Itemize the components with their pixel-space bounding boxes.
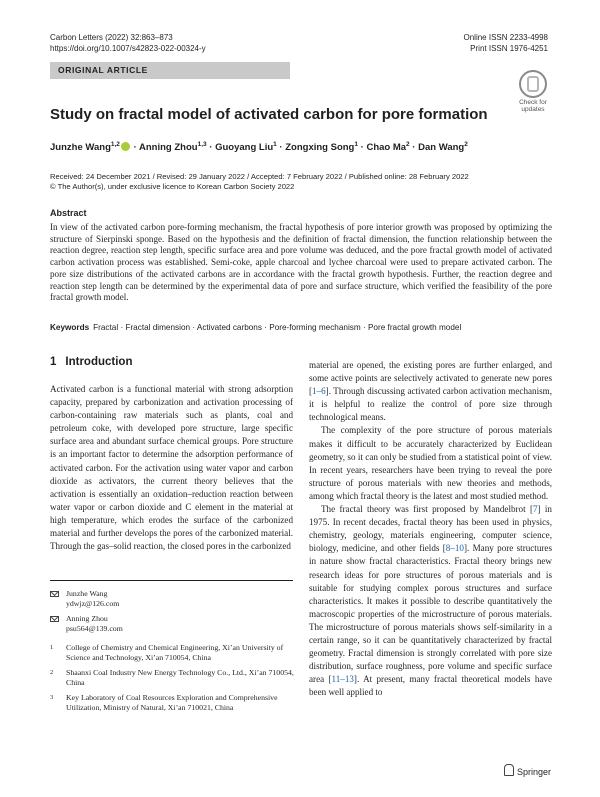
copyright-notice: © The Author(s), under exclusive licence to Korean Carbon Society 2022 bbox=[50, 182, 295, 191]
correspondent-email[interactable]: psu564@139.com bbox=[66, 623, 123, 633]
publication-dates: Received: 24 December 2021 / Revised: 29 January 2022 / Accepted: 7 February 2022 / Published online: 28 February 2022 bbox=[50, 172, 469, 181]
correspondent-name: Anning Zhou bbox=[66, 614, 108, 623]
author-affiliation: 1 bbox=[273, 141, 277, 148]
affiliation-text: College of Chemistry and Chemical Engineering, Xi’an University of Science and Technology, Xi’an 710054, China bbox=[66, 643, 284, 662]
author-affiliation: 1 bbox=[354, 141, 358, 148]
issn-online: Online ISSN 2233-4998 bbox=[463, 33, 548, 42]
citation-link[interactable]: 11–13 bbox=[331, 674, 354, 685]
abstract-text: In view of the activated carbon pore-forming mechanism, the fractal hypothesis of pore interior growth was proposed by optimizing the structure of Sierpinski sponge. Based on the hypothesis and the definition of fractal dimension, the function relationship between the reaction degree, reaction step length, specific surface area and pore volume was deduced, and the pore fractal growth model of activated carbon activation process was established. Semi-coke, apple charcoal and lychee charcoal were used to prepare activated carbon. The pore size distributions of the activated carbons are in accordance with the fractal growth hypothesis. Further, the reaction degree and reaction step length can be determined by the experimental data of pore and surface structure, which verified the feasibility of the pore fractal growth model. bbox=[50, 222, 552, 303]
keywords-list: Fractal · Fractal dimension · Activated carbons · Pore-forming mechanism · Pore fractal growth model bbox=[93, 323, 462, 332]
doi-link[interactable]: https://doi.org/10.1007/s42823-022-00324-y bbox=[50, 44, 206, 53]
author-name[interactable]: Junzhe Wang bbox=[50, 142, 111, 154]
affiliation-entry bbox=[50, 693, 296, 712]
journal-citation: Carbon Letters (2022) 32:863–873 bbox=[50, 33, 173, 42]
envelope-icon bbox=[50, 616, 59, 622]
correspondent-email[interactable]: ydwjz@126.com bbox=[66, 598, 120, 608]
author-name[interactable]: Dan Wang bbox=[418, 142, 465, 154]
correspondence-entry bbox=[66, 614, 266, 633]
publisher-logo bbox=[504, 764, 551, 777]
section-number: 1 bbox=[50, 356, 57, 368]
author-affiliation: 1,3 bbox=[197, 141, 207, 148]
article-type-banner bbox=[50, 62, 290, 79]
paragraph: The complexity of the pore structure of porous materials makes it difficult to be accurately characterized by Euclidean geometry, so it can only be studied from a statistical point of view. In recent years, researchers have been trying to reveal the pore structure of porous materials with new theories and methods, among which fractal theory is the latest and most studied method. bbox=[309, 425, 552, 501]
author-name[interactable]: Guoyang Liu bbox=[215, 142, 274, 154]
footnote-divider bbox=[50, 580, 293, 581]
author-name[interactable]: Zongxing Song bbox=[285, 142, 355, 154]
section-heading bbox=[50, 356, 132, 368]
author-name[interactable]: Anning Zhou bbox=[139, 142, 198, 154]
author-affiliation: 2 bbox=[406, 141, 410, 148]
check-for-updates-icon bbox=[519, 70, 547, 98]
check-for-updates-label: Check for updates bbox=[519, 99, 547, 113]
citation-link[interactable]: 8–10 bbox=[445, 543, 464, 554]
keywords-label: Keywords bbox=[50, 323, 90, 332]
keywords bbox=[50, 322, 560, 333]
citation-link[interactable]: 1–6 bbox=[312, 386, 326, 397]
article-type-label: ORIGINAL ARTICLE bbox=[58, 65, 148, 75]
orcid-icon[interactable] bbox=[121, 142, 130, 151]
envelope-icon bbox=[50, 591, 59, 597]
running-header-left bbox=[50, 32, 206, 54]
paragraph: Activated carbon is a functional material with strong adsorption capacity, prepared by carbonization and activation processing of carbon-containing raw materials such as plants, coal and petroleum coke, with developed pore structure, large specific surface area and abundant surface chemical groups. Pore structure is an important factor to determine the adsorption performance of activated carbon. For the activation using water vapor and carbon dioxide as activators, the current theory believes that the activation is essentially an oxidation–reduction reaction between water vapor or carbon dioxide and C element in the material at high temperature, which erodes the surface of the carbonized material and further develops the pores of the carbonized material. Through the gas–solid reaction, the closed pores in the carbonized bbox=[50, 384, 293, 552]
body-column-right bbox=[309, 359, 552, 699]
affiliation-number: 2 bbox=[50, 669, 54, 676]
author-affiliation: 1,2 bbox=[110, 141, 120, 148]
author-affiliation: 2 bbox=[464, 141, 468, 148]
abstract-heading: Abstract bbox=[50, 208, 87, 218]
paragraph: material are opened, the existing pores are further enlarged, and some active points are selectively activated to generate new pores [1–6]. Through discussing activated carbon activation mechanism, it is helpful to realize the control of pore size through technological means. bbox=[309, 360, 552, 423]
article-history bbox=[50, 172, 560, 192]
publisher-name: Springer bbox=[517, 767, 552, 777]
affiliation-text: Key Laboratory of Coal Resources Exploration and Comprehensive Utilization, Ministry of Natural, Xi’an 710021, China bbox=[66, 693, 278, 712]
correspondence-entry bbox=[66, 589, 266, 608]
correspondent-name: Junzhe Wang bbox=[66, 589, 108, 598]
section-title: Introduction bbox=[65, 356, 133, 368]
affiliation-entry bbox=[50, 643, 296, 662]
article-title: Study on fractal model of activated carbon for pore formation bbox=[50, 106, 488, 123]
body-column-left bbox=[50, 383, 293, 553]
running-header-right bbox=[464, 32, 549, 54]
affiliation-number: 3 bbox=[50, 694, 54, 701]
author-name[interactable]: Chao Ma bbox=[366, 142, 407, 154]
paragraph: The fractal theory was first proposed by Mandelbrot [7] in 1975. In recent decades, fractal theory has been used in physics, chemistry, geology, materials engineering, computer science, biology, medicine, and other fields [8–10]. Many pore structures in nature show fractal characteristics. Fractal theory brings new research ideas for pore structures of porous materials and is suitable for studying complex porous structures and surface characteristics. It makes it possible to describe quantitatively the macroscopic properties of the microstructure of porous materials. The microstructure of porous materials shows self-similarity in a certain range, so it can be quantitatively characterized by fractal geometry. Fractal dimension is strongly correlated with pore size distribution, surface roughness, pore volume and specific surface area [11–13]. At present, many fractal theoretical models have been well applied to bbox=[309, 504, 552, 698]
affiliation-entry bbox=[50, 668, 296, 687]
author-list: Junzhe Wang$^{1,2}$ · Anning Zhou$^{1,3}$ · Guoyang Liu$^1$ · Zongxing Song$^1$ · Chao $Ma^2$ · Dan Wang$^2$ bbox=[50, 141, 468, 154]
issn-print: Print ISSN 1976-4251 bbox=[470, 44, 548, 53]
citation-link[interactable]: 7 bbox=[532, 504, 538, 515]
affiliation-number: 1 bbox=[50, 644, 54, 651]
affiliation-text: Shaanxi Coal Industry New Energy Technology Co., Ltd., Xi’an 710054, China bbox=[66, 668, 294, 687]
springer-horse-icon bbox=[504, 764, 514, 776]
